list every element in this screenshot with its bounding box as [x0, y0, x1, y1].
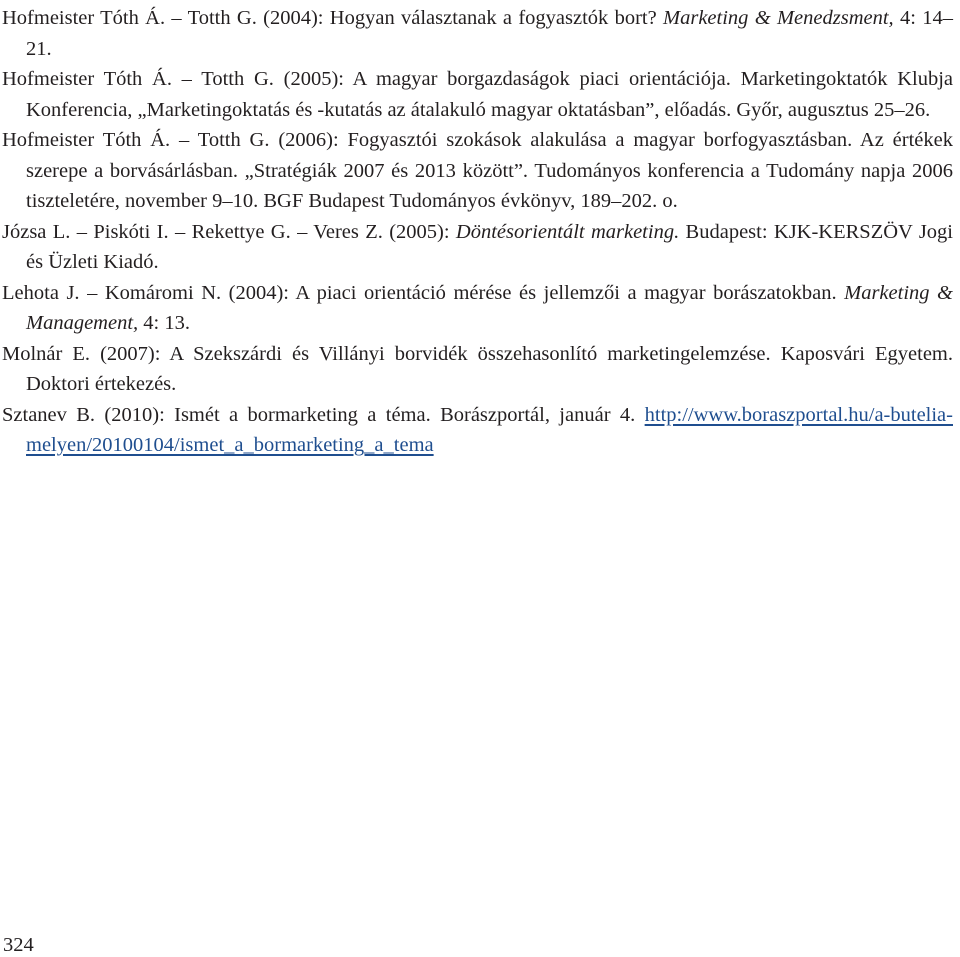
reference-url-link[interactable]: http://www.boraszportal.hu/a-butelia-melyen/20100104/ismet_a_bormarketing_a_tema [26, 403, 953, 456]
book-title: Döntésorientált marketing. [455, 220, 680, 243]
reference-text: Lehota J. – Komáromi N. (2004): A piaci orientáció mérése és jellemzői a magyar borászatokban. [2, 281, 845, 304]
reference-entry [2, 217, 953, 278]
reference-entry [2, 278, 953, 339]
reference-entry [2, 3, 953, 64]
reference-text: Hofmeister Tóth Á. – Totth G. (2004): Hogyan választanak a fogyasztók bort? [2, 7, 664, 29]
reference-text: Molnár E. (2007): A Szekszárdi és Villányi borvidék összehasonlító marketingelemzése. Kaposvári Egyetem. Doktori értekezés. [2, 342, 953, 395]
reference-text: Budapest: KJK-KERSZÖV Jogi és Üzleti Kiadó. [26, 220, 953, 273]
reference-entry [2, 125, 953, 217]
reference-entry [2, 64, 953, 125]
reference-text: Sztanev B. (2010): Ismét a bormarketing a téma. Borászportál, január 4. [2, 403, 645, 426]
reference-entry [2, 400, 953, 461]
reference-list [2, 3, 953, 461]
reference-text: Józsa L. – Piskóti I. – Rekettye G. – Veres Z. (2005): [2, 220, 456, 243]
journal-title: Marketing & Menedzsment, [663, 7, 894, 29]
reference-text: Hofmeister Tóth Á. – Totth G. (2005): A magyar borgazdaságok piaci orientációja. Marketingoktatók Klubja Konferencia, „Marketingoktatás és -kutatás az átalakuló magyar oktatásban”, előadás. Győr, augusztus 25–26. [2, 68, 953, 121]
reference-text: Hofmeister Tóth Á. – Totth G. (2006): Fogyasztói szokások alakulása a magyar borfogyasztásban. Az értékek szerepe a borvásárlásban. „Stratégiák 2007 és 2013 között”. Tudományos konferencia a Tudomány napja 2006 tiszteletére, november 9–10. BGF Budapest Tudományos évkönyv, 189–202. o. [2, 129, 953, 212]
page-number: 324 [3, 934, 34, 956]
reference-entry [2, 339, 953, 400]
reference-text: 4: 14–21. [26, 7, 953, 60]
reference-text: 4: 13. [138, 312, 190, 334]
journal-title: Marketing & Management, [26, 281, 953, 334]
